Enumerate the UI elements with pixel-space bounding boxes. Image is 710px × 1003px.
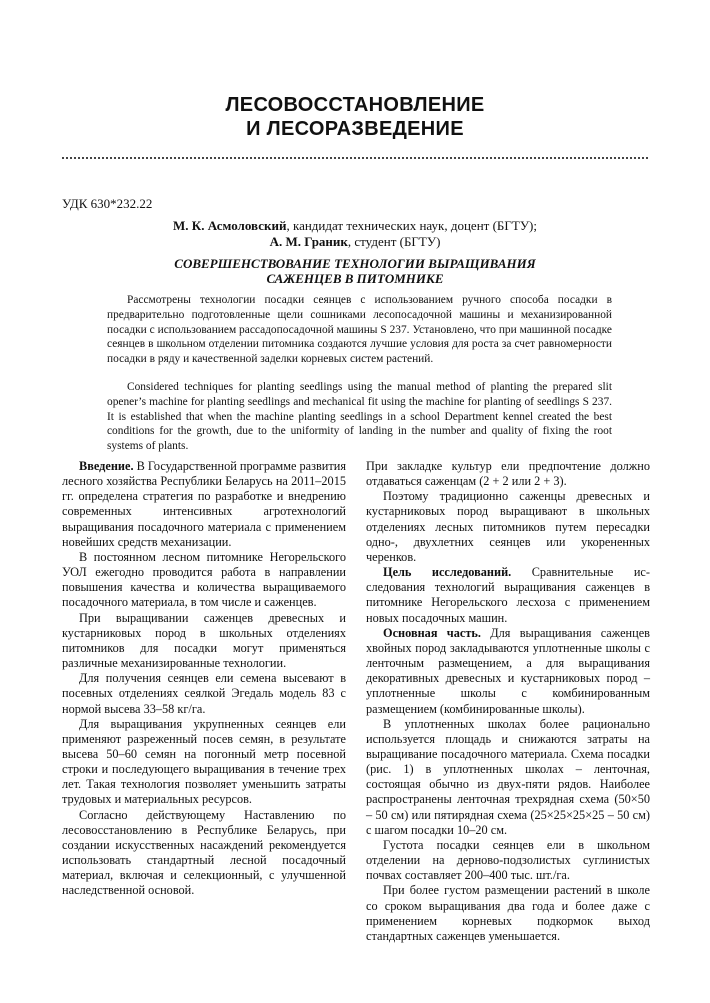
dotted-divider <box>62 157 648 159</box>
abstract-russian: Рассмотрены технологии посадки сеянцев с использованием ручного способа посадки в предварительно подготовленные щели сошниками лесопосадочной машины и механизированной посадки с использованием рассадопосадочной машины S 237. Установлено, что при машинной посадке сеянцев в школьном отделении питомника создаются лучшие условия для роста за счет равномерности посадки в ряду и качественной заделки корневых систем растений. <box>107 294 612 366</box>
paragraph: Поэтому традиционно саженцы древесных и кустарниковых пород выращивают в школьных отделениях лесных питомников путем пересадки одно-, двухлетних сеянцев или укорененных черенков. <box>366 489 650 564</box>
paper-title-line-2: САЖЕНЦЕВ В ПИТОМНИКЕ <box>266 271 444 286</box>
section-heading <box>0 93 710 141</box>
paragraph: В постоянном лесном питомнике Негорельского УОЛ ежегодно проводится работа в направлении повышения качества и количества выращиваемого посадочного материала, в том числе и саженцев. <box>62 549 346 610</box>
author-line-2 <box>0 234 710 250</box>
paragraph: Согласно действующему Наставлению по лесовосстановлению в Республике Беларусь, при создании искусственных насаждений рекомендуется использовать стандартный лесной посадочный материал, включая и селекционный, с улучшенной наследственной основой. <box>62 807 346 898</box>
author-name: А. М. Граник <box>269 234 348 249</box>
paper-title <box>62 256 648 286</box>
paragraph: Для получения сеянцев ели семена высевают в посевных отделениях сеялкой Эгедаль модель 83 с нормой высева 33–58 кг/га. <box>62 671 346 716</box>
paper-title-line-1: СОВЕРШЕНСТВОВАНИЕ ТЕХНОЛОГИИ ВЫРАЩИВАНИЯ <box>174 256 536 271</box>
body-column-right <box>366 459 650 944</box>
author-name: М. К. Асмоловский <box>173 218 287 233</box>
author-affiliation: , студент (БГТУ) <box>347 234 441 249</box>
paragraph: При более густом размещении растений в школе со сроком выращивания два года и более даже с применением корневых подкормок выход стандартных саженцев уменьшается. <box>366 883 650 943</box>
body-column-left <box>62 459 346 899</box>
paragraph: В уплотненных школах более рационально используется площадь и снижаются затраты на выращивание посадочного материала. Схема посадки (рис. 1) в уплотненных школах – ленточная, состоящая обычно из двух-пяти рядов. Наиболее распространены ленточная трехрядная схема (50×50 – 50 см) или пятирядная схема (25×25×25×25 – 50 см) с шагом посадки 10–20 см. <box>366 716 650 837</box>
paragraph: Цель исследований. Сравнительные исследования технологий выращивания саженцев в питомнике Негорельского лесхоза с применением новых посадочных машин. <box>366 565 650 625</box>
paragraph: Введение. В Государственной программе развития лесного хозяйства Республики Беларусь на 2011–2015 гг. определена стратегия по разработке и внедрению современных интенсивных агротехнологий выращивания посадочного материала с применением новейших средств механизации. <box>62 459 346 549</box>
paragraph: При выращивании саженцев древесных и кустарниковых пород в школьных отделениях питомников для посадки могут применяться различные механизированные технологии. <box>62 610 346 671</box>
section-heading-line-1: ЛЕСОВОССТАНОВЛЕНИЕ <box>225 94 485 116</box>
paragraph: Для выращивания укрупненных сеянцев ели применяют разреженный посев семян, в результате высева 50–60 семян на погонный метр посевной строки и последующего выращивания в течение трех лет. Такая технология позволяет уменьшить затраты трудовых и материальных ресурсов. <box>62 716 346 807</box>
abstract-english: Considered techniques for planting seedlings using the manual method of planting the prepared slit opener’s machine for planting seedlings and mechanical fit using the machine for planting of seedlings S 237. It is established that when the machine planting seedlings in a school Department kennel created the best conditions for the growth, due to the uniformity of landing in the number and quality of fixing the root systems of plants. <box>107 381 612 453</box>
paragraph: Основная часть. Для выращивания саженцев хвойных пород закладываются уплотненные школы с ленточным размещением, а для выращивания декоративных древесных и кустарниковых пород – уплотненные школы с комбинированным размещением (комбинированные школы). <box>366 625 650 716</box>
udk-code: УДК 630*232.22 <box>62 196 153 211</box>
paragraph: Густота посадки сеянцев ели в школьном отделении на дерново-подзолистых суглинистых почвах составляет 200–400 тыс. шт./га. <box>366 837 650 883</box>
paragraph: При закладке культур ели предпочтение должно отдаваться саженцам (2 + 2 или 2 + 3). <box>366 459 650 489</box>
section-heading-line-2: И ЛЕСОРАЗВЕДЕНИЕ <box>246 118 464 140</box>
author-line-1 <box>0 218 710 234</box>
author-affiliation: , кандидат технических наук, доцент (БГТУ); <box>286 218 537 233</box>
